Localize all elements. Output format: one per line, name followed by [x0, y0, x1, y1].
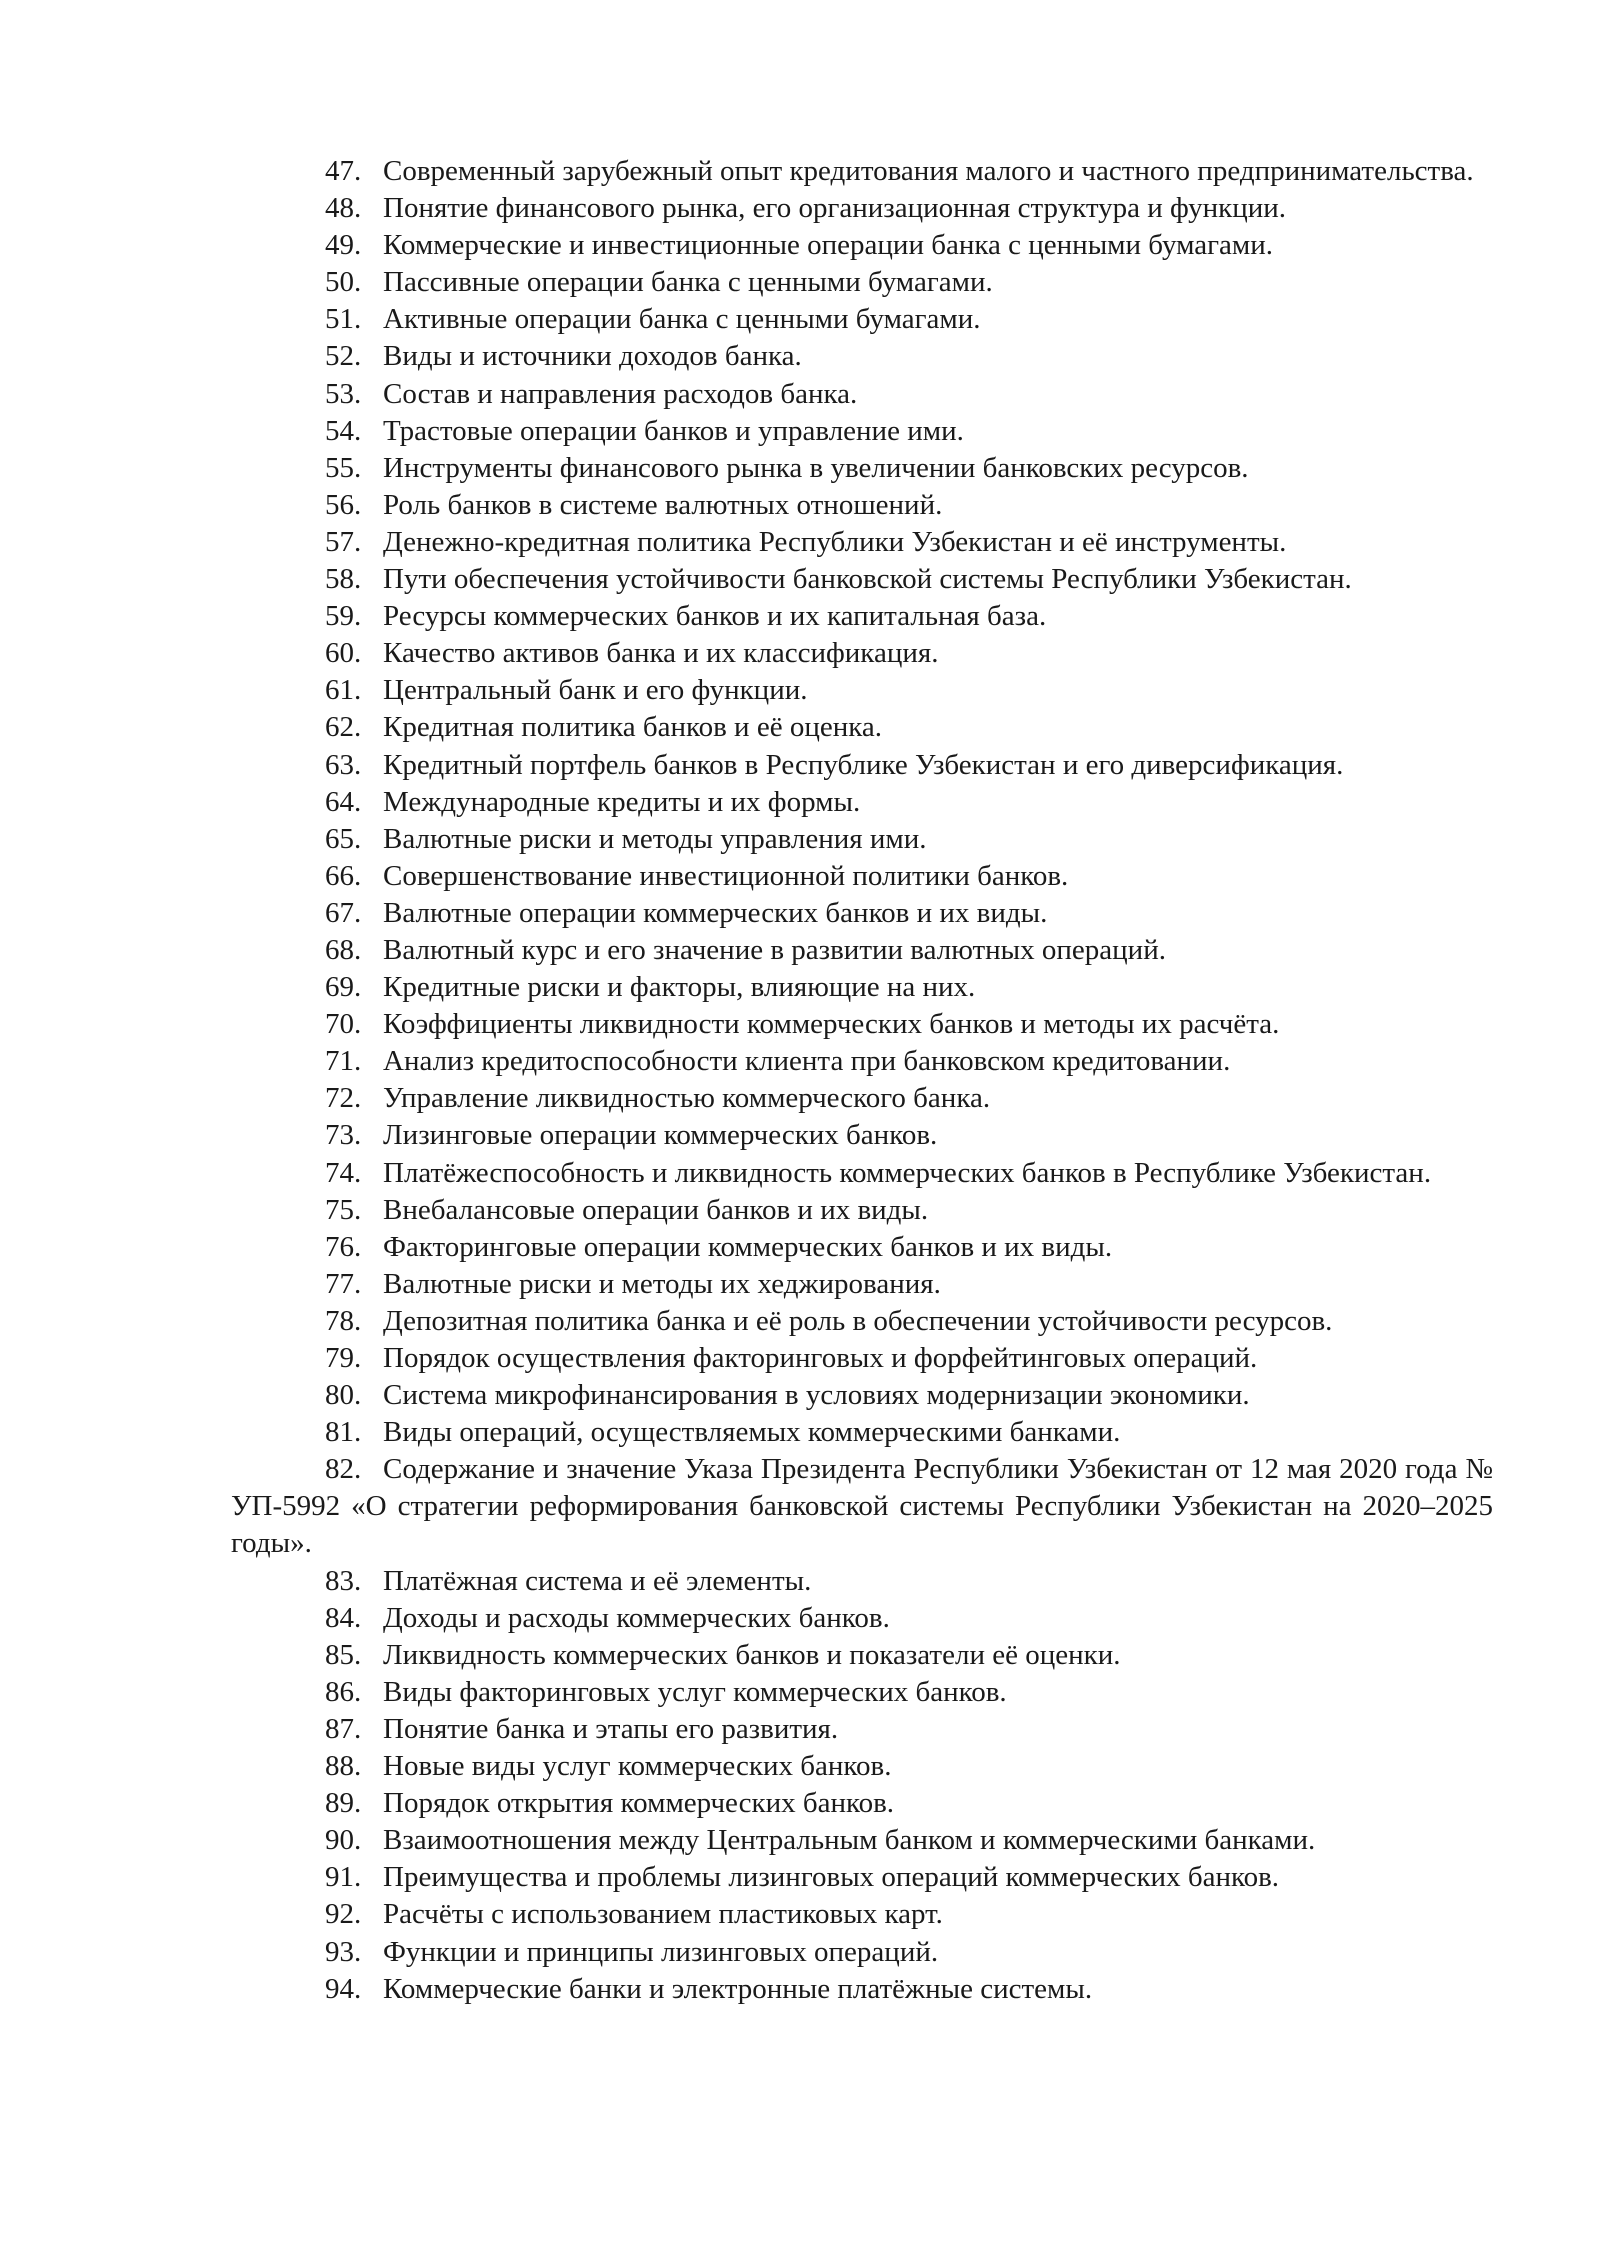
- item-number: 73.: [325, 1119, 362, 1152]
- item-text: Ликвидность коммерческих банков и показатели её оценки.: [383, 1638, 1121, 1671]
- list-item: [231, 969, 1493, 1006]
- item-number: 51.: [325, 303, 362, 336]
- item-number: 94.: [325, 1972, 362, 2005]
- item-number: 49.: [325, 229, 362, 262]
- item-text: Платёжеспособность и ликвидность коммерческих банков в Республике Узбекистан.: [383, 1156, 1432, 1189]
- item-text: Понятие финансового рынка, его организационная структура и функции.: [383, 192, 1287, 225]
- item-number: 52.: [325, 340, 362, 373]
- item-number: 64.: [325, 785, 362, 818]
- list-item: [231, 450, 1493, 487]
- list-item: [231, 1896, 1493, 1933]
- list-item: [231, 1080, 1493, 1117]
- item-text: Коммерческие и инвестиционные операции банка с ценными бумагами.: [383, 229, 1273, 262]
- item-text: Совершенствование инвестиционной политики банков.: [383, 859, 1069, 892]
- list-item: [231, 672, 1493, 709]
- item-number: 71.: [325, 1045, 362, 1078]
- item-number: 72.: [325, 1082, 362, 1115]
- item-text: Преимущества и проблемы лизинговых операций коммерческих банков.: [383, 1861, 1280, 1894]
- item-text: Трастовые операции банков и управление ими.: [383, 414, 964, 447]
- item-number: 48.: [325, 192, 362, 225]
- item-text: Пассивные операции банка с ценными бумагами.: [383, 266, 993, 299]
- list-item: [231, 1971, 1493, 2008]
- item-number: 65.: [325, 822, 362, 855]
- item-text: Функции и принципы лизинговых операций.: [383, 1935, 939, 1968]
- list-item: [231, 376, 1493, 413]
- item-number: 92.: [325, 1898, 362, 1931]
- item-number: 53.: [325, 377, 362, 410]
- list-item: [231, 524, 1493, 561]
- item-text: Валютный курс и его значение в развитии валютных операций.: [383, 933, 1166, 966]
- item-text: Виды факторинговых услуг коммерческих банков.: [383, 1675, 1007, 1708]
- item-text: Кредитный портфель банков в Республике Узбекистан и его диверсификация.: [383, 748, 1344, 781]
- list-item: [231, 1934, 1493, 1971]
- item-text: Современный зарубежный опыт кредитования малого и частного предпринимательства.: [383, 155, 1474, 187]
- item-text: Инструменты финансового рынка в увеличении банковских ресурсов.: [383, 451, 1249, 484]
- item-text: Порядок открытия коммерческих банков.: [383, 1787, 895, 1820]
- list-item: [231, 1785, 1493, 1822]
- item-text: Платёжная система и её элементы.: [383, 1564, 812, 1597]
- list-item: [231, 487, 1493, 524]
- item-text: Управление ликвидностью коммерческого банка.: [383, 1082, 991, 1115]
- item-number: 80.: [325, 1379, 362, 1412]
- list-item: [231, 1600, 1493, 1637]
- item-text: Международные кредиты и их формы.: [383, 785, 861, 818]
- list-item: [231, 190, 1493, 227]
- item-number: 85.: [325, 1638, 362, 1671]
- list-item: [231, 784, 1493, 821]
- item-text: Взаимоотношения между Центральным банком и коммерческими банками.: [383, 1824, 1316, 1857]
- item-text: Содержание и значение Указа Президента Республики Узбекистан от 12 мая 2020 года № УП-5992 «О стратегии реформирования банковской системы Республики Узбекистан на 2020–2025 годы».: [231, 1453, 1493, 1560]
- item-number: 50.: [325, 266, 362, 299]
- item-text: Расчёты с использованием пластиковых карт.: [383, 1898, 943, 1931]
- item-number: 75.: [325, 1193, 362, 1226]
- item-text: Кредитная политика банков и её оценка.: [383, 711, 883, 744]
- item-number: 84.: [325, 1601, 362, 1634]
- list-item: [231, 413, 1493, 450]
- item-number: 79.: [325, 1342, 362, 1374]
- item-number: 86.: [325, 1675, 362, 1708]
- list-item: [231, 858, 1493, 895]
- item-number: 82.: [325, 1453, 362, 1486]
- list-item: [231, 1155, 1493, 1192]
- item-text: Ресурсы коммерческих банков и их капитальная база.: [383, 600, 1047, 633]
- list-item: [231, 932, 1493, 969]
- item-number: 90.: [325, 1824, 362, 1857]
- list-item: [231, 264, 1493, 301]
- list-item: [231, 709, 1493, 746]
- list-item: [231, 895, 1493, 932]
- list-item: [231, 1229, 1493, 1266]
- item-number: 58.: [325, 563, 362, 596]
- item-number: 89.: [325, 1787, 362, 1820]
- item-text: Внебалансовые операции банков и их виды.: [383, 1193, 929, 1226]
- list-item: [231, 1637, 1493, 1674]
- item-number: 77.: [325, 1267, 362, 1300]
- item-number: 69.: [325, 971, 362, 1004]
- item-text: Валютные операции коммерческих банков и их виды.: [383, 896, 1048, 929]
- list-item: [231, 1822, 1493, 1859]
- list-item: [231, 1859, 1493, 1896]
- item-number: 67.: [325, 896, 362, 929]
- list-item: [231, 1266, 1493, 1303]
- item-text: Система микрофинансирования в условиях модернизации экономики.: [383, 1379, 1250, 1412]
- item-number: 61.: [325, 674, 362, 707]
- item-number: 62.: [325, 711, 362, 744]
- list-item: [231, 1711, 1493, 1748]
- list-item: [231, 1006, 1493, 1043]
- item-text: Кредитные риски и факторы, влияющие на них.: [383, 971, 976, 1004]
- item-number: 63.: [325, 748, 362, 781]
- item-text: Доходы и расходы коммерческих банков.: [383, 1601, 890, 1634]
- item-number: 83.: [325, 1564, 362, 1597]
- item-text: Понятие банка и этапы его развития.: [383, 1712, 839, 1745]
- list-item: [231, 1117, 1493, 1154]
- list-item: [231, 747, 1493, 784]
- list-item: [231, 1303, 1493, 1340]
- item-text: Виды операций, осуществляемых коммерческими банками.: [383, 1416, 1121, 1449]
- item-number: 47.: [325, 155, 362, 187]
- list-item: [231, 338, 1493, 375]
- item-number: 59.: [325, 600, 362, 633]
- topic-list: [231, 153, 1493, 2008]
- list-item: [231, 1748, 1493, 1785]
- item-number: 78.: [325, 1304, 362, 1337]
- item-number: 70.: [325, 1008, 362, 1041]
- list-item: [231, 153, 1493, 190]
- item-number: 87.: [325, 1712, 362, 1745]
- item-text: Виды и источники доходов банка.: [383, 340, 802, 373]
- item-number: 57.: [325, 525, 362, 558]
- list-item: [231, 1451, 1493, 1562]
- list-item: [231, 301, 1493, 338]
- item-number: 91.: [325, 1861, 362, 1894]
- item-text: Роль банков в системе валютных отношений.: [383, 488, 943, 521]
- document-page: [231, 153, 1493, 2008]
- item-text: Депозитная политика банка и её роль в обеспечении устойчивости ресурсов.: [383, 1304, 1333, 1337]
- item-text: Порядок осуществления факторинговых и форфейтинговых операций.: [383, 1342, 1258, 1374]
- item-number: 54.: [325, 414, 362, 447]
- list-item: [231, 1192, 1493, 1229]
- item-text: Качество активов банка и их классификация.: [383, 637, 939, 670]
- list-item: [231, 227, 1493, 264]
- item-number: 60.: [325, 637, 362, 670]
- list-item: [231, 1674, 1493, 1711]
- list-item: [231, 821, 1493, 858]
- list-item: [231, 1414, 1493, 1451]
- item-number: 56.: [325, 488, 362, 521]
- item-text: Пути обеспечения устойчивости банковской системы Республики Узбекистан.: [383, 563, 1352, 596]
- item-text: Факторинговые операции коммерческих банков и их виды.: [383, 1230, 1113, 1263]
- item-number: 66.: [325, 859, 362, 892]
- item-number: 81.: [325, 1416, 362, 1449]
- list-item: [231, 1340, 1493, 1377]
- item-number: 88.: [325, 1750, 362, 1783]
- item-number: 68.: [325, 933, 362, 966]
- item-number: 74.: [325, 1156, 362, 1189]
- list-item: [231, 635, 1493, 672]
- item-text: Активные операции банка с ценными бумагами.: [383, 303, 981, 336]
- item-number: 55.: [325, 451, 362, 484]
- list-item: [231, 561, 1493, 598]
- item-text: Лизинговые операции коммерческих банков.: [383, 1119, 938, 1152]
- item-text: Валютные риски и методы управления ими.: [383, 822, 927, 855]
- item-text: Анализ кредитоспособности клиента при банковском кредитовании.: [383, 1045, 1231, 1078]
- list-item: [231, 1377, 1493, 1414]
- item-number: 76.: [325, 1230, 362, 1263]
- item-text: Денежно-кредитная политика Республики Узбекистан и её инструменты.: [383, 525, 1287, 558]
- item-text: Новые виды услуг коммерческих банков.: [383, 1750, 892, 1783]
- item-text: Коэффициенты ликвидности коммерческих банков и методы их расчёта.: [383, 1008, 1280, 1041]
- list-item: [231, 598, 1493, 635]
- list-item: [231, 1043, 1493, 1080]
- item-text: Валютные риски и методы их хеджирования.: [383, 1267, 941, 1300]
- item-number: 93.: [325, 1935, 362, 1968]
- item-text: Состав и направления расходов банка.: [383, 377, 858, 410]
- list-item: [231, 1563, 1493, 1600]
- item-text: Коммерческие банки и электронные платёжные системы.: [383, 1972, 1093, 2005]
- item-text: Центральный банк и его функции.: [383, 674, 808, 707]
